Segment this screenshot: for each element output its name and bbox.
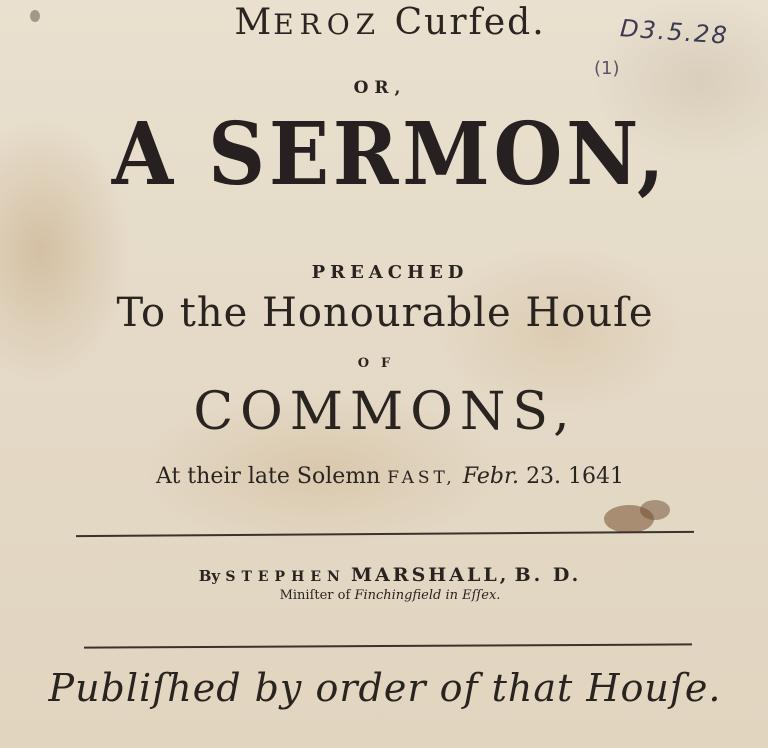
minister-line bbox=[160, 588, 620, 603]
title-initial: M bbox=[234, 2, 274, 43]
book-title bbox=[190, 2, 590, 43]
ink-blot bbox=[640, 500, 670, 520]
handwritten-shelfmark: D3.5.28 bbox=[619, 14, 730, 50]
commons-line: COMMONS, bbox=[193, 382, 577, 442]
author-line bbox=[120, 564, 660, 586]
divider-rule bbox=[84, 643, 692, 648]
fast-month: Febr. bbox=[462, 464, 520, 489]
title-small-caps: EROZ bbox=[273, 8, 382, 41]
title-ending: Curfed. bbox=[394, 2, 546, 43]
author-last-name: MARSHALL, bbox=[351, 564, 510, 586]
fast-date-line bbox=[90, 464, 690, 489]
imprint-line: Publiſhed by order of that Houſe. bbox=[48, 666, 722, 710]
author-by: By bbox=[198, 567, 221, 585]
fast-date: 23. 1641 bbox=[526, 464, 625, 489]
of-line: OF bbox=[357, 356, 403, 371]
fast-prefix: At their late Solemn bbox=[155, 464, 381, 489]
fast-word: FAST, bbox=[387, 468, 456, 488]
minister-prefix: Miniſter of bbox=[279, 588, 351, 603]
handwritten-shelfmark-number: (1) bbox=[594, 58, 620, 79]
ink-spot bbox=[30, 10, 40, 22]
house-line: To the Honourable Houſe bbox=[116, 290, 654, 336]
main-title: A SERMON, bbox=[111, 104, 669, 205]
preached-line: PREACHED bbox=[311, 262, 469, 283]
or-line: OR, bbox=[353, 78, 407, 98]
divider-rule bbox=[76, 531, 694, 537]
author-degree: B. D. bbox=[514, 564, 582, 586]
minister-place: Finchingfield in Eſſex. bbox=[354, 588, 501, 603]
author-first-name: STEPHEN bbox=[225, 569, 346, 585]
